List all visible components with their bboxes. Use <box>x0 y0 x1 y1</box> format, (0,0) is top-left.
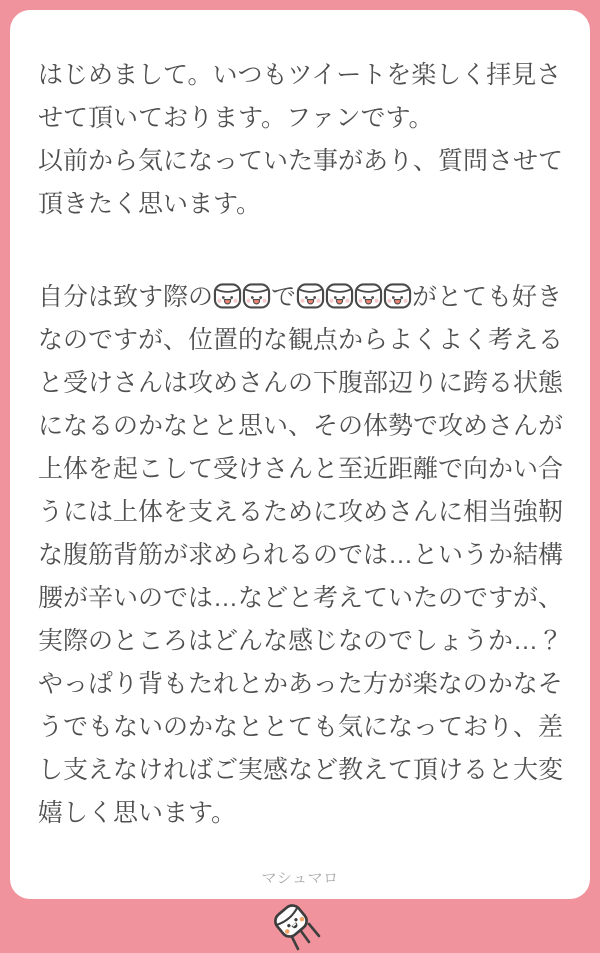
message-paragraph-2: 自分は致す際の で がとても好きなのですが、位置的な観点からよくよく考えると受けさんは攻めさんの下腹部辺りに跨る状態になるのかなとと思い、その体勢で攻めさんが上体を起こして受けさんと至近距離で向かい合うには上体を支えるために攻めさんに相当強靭な腹筋背筋が求められるのでは…というか結構腰が辛いのでは…などと考えていたのですが、実際のところはどんな感じなのでしょうか…？やっぱり背もたれとかあった方が楽なのかなそうでもないのかなととても気になっており、差し支えなければご実感など教えて頂けると大変嬉しく思います。 <box>38 283 564 827</box>
marshmallow-emoji <box>383 281 412 310</box>
marshmallow-emoji <box>242 281 271 310</box>
marshmallow-emoji <box>354 281 383 310</box>
message-card <box>10 10 590 899</box>
marshmallow-emoji <box>213 281 242 310</box>
marshmallow-logo-icon <box>264 897 330 953</box>
message-text <box>38 54 568 835</box>
message-paragraph-1: はじめまして。いつもツイートを楽しく拝見させて頂いております。ファンです。 以前から気になっていた事があり、質問させて頂きたく思います。 <box>38 61 564 218</box>
marshmallow-emoji <box>296 281 325 310</box>
marshmallow-emoji <box>325 281 354 310</box>
brand-label: マシュマロ <box>261 870 339 887</box>
